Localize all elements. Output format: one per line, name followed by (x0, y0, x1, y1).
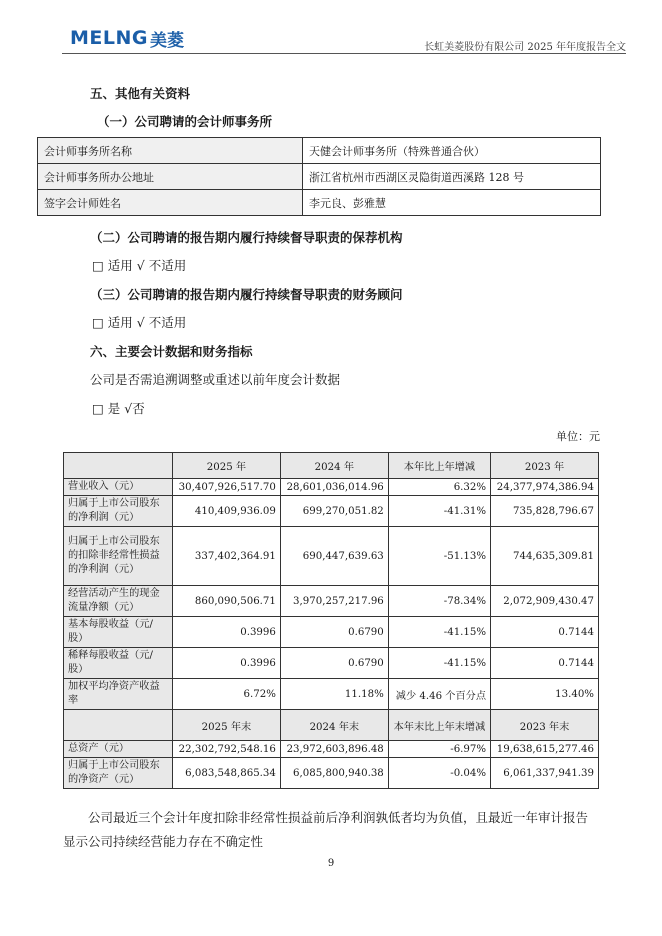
table-header-row (64, 453, 599, 479)
signing-accountant-label: 签字会计师姓名 (38, 190, 303, 216)
row-label: 经营活动产生的现金流量净额（元） (64, 586, 173, 617)
auditor-address-label: 会计师事务所办公地址 (38, 164, 303, 190)
going-concern-note: 公司最近三个会计年度扣除非经常性损益前后净利润孰低者均为负值，且最近一年审计报告显示公司持续经营能力存在不确定性 (63, 810, 589, 849)
section6-heading: 六、主要会计数据和财务指标 (90, 344, 253, 359)
row-label: 归属于上市公司股东的扣除非经常性损益的净利润（元） (64, 527, 173, 586)
cell-2024: 28,601,036,014.96 (280, 479, 388, 496)
restatement-answer: □ 是 √否 (92, 401, 145, 416)
cell-2023: 13.40% (491, 679, 599, 710)
cell-2023: 744,635,309.81 (491, 527, 599, 586)
cell-2025: 0.3996 (173, 648, 281, 679)
col-header-2024-end: 2024 年末 (280, 710, 388, 741)
header-blank (64, 710, 173, 741)
sponsor-option: □ 适用 √ 不适用 (92, 258, 187, 273)
table-row (64, 479, 599, 496)
cell-2024: 23,972,603,896.48 (280, 741, 388, 758)
cell-2025: 30,407,926,517.70 (173, 479, 281, 496)
cell-2024: 699,270,051.82 (280, 496, 388, 527)
logo-text: MELNG (70, 27, 148, 49)
col-header-2023-end: 2023 年末 (491, 710, 599, 741)
cell-2023: 2,072,909,430.47 (491, 586, 599, 617)
auditor-table (37, 137, 601, 216)
col-header-2025: 2025 年 (173, 453, 281, 479)
col-header-2025-end: 2025 年末 (173, 710, 281, 741)
sponsor-subheading: （二）公司聘请的报告期内履行持续督导职责的保荐机构 (90, 230, 403, 245)
row-label: 加权平均净资产收益率 (64, 679, 173, 710)
cell-2024: 0.6790 (280, 617, 388, 648)
report-title: 长虹美菱股份有限公司 2025 年年度报告全文 (424, 42, 626, 53)
auditor-name-value: 天健会计师事务所（特殊普通合伙） (303, 138, 601, 164)
auditor-address-value: 浙江省杭州市西湖区灵隐街道西溪路 128 号 (303, 164, 601, 190)
cell-2023: 19,638,615,277.46 (491, 741, 599, 758)
cell-2025: 860,090,506.71 (173, 586, 281, 617)
cell-change: 减少 4.46 个百分点 (388, 679, 490, 710)
table-row (64, 496, 599, 527)
unit-label: 单位：元 (556, 430, 600, 443)
cell-2025: 22,302,792,548.16 (173, 741, 281, 758)
section5-heading: 五、其他有关资料 (90, 86, 191, 101)
cell-2024: 690,447,639.63 (280, 527, 388, 586)
cell-2024: 0.6790 (280, 648, 388, 679)
header-blank (64, 453, 173, 479)
table-row (38, 190, 601, 216)
cell-2023: 735,828,796.67 (491, 496, 599, 527)
signing-accountant-value: 李元良、彭雅慧 (303, 190, 601, 216)
cell-2023: 24,377,974,386.94 (491, 479, 599, 496)
table-row (64, 586, 599, 617)
table-row (38, 164, 601, 190)
cell-2025: 410,409,936.09 (173, 496, 281, 527)
row-label: 总资产（元） (64, 741, 173, 758)
page-number: 9 (327, 858, 335, 869)
row-label: 归属于上市公司股东的净资产（元） (64, 758, 173, 789)
cell-change: -78.34% (388, 586, 490, 617)
table-row (64, 741, 599, 758)
cell-2025: 0.3996 (173, 617, 281, 648)
auditor-subheading: （一）公司聘请的会计师事务所 (97, 114, 273, 129)
col-header-change: 本年比上年增减 (388, 453, 490, 479)
advisor-subheading: （三）公司聘请的报告期内履行持续督导职责的财务顾问 (90, 287, 403, 302)
cell-change: -41.31% (388, 496, 490, 527)
company-logo (70, 27, 184, 49)
logo-cn: 美菱 (150, 30, 184, 51)
row-label: 基本每股收益（元/股） (64, 617, 173, 648)
cell-2025: 337,402,364.91 (173, 527, 281, 586)
auditor-name-label: 会计师事务所名称 (38, 138, 303, 164)
financial-table (63, 452, 599, 789)
row-label: 营业收入（元） (64, 479, 173, 496)
cell-change: -0.04% (388, 758, 490, 789)
row-label: 归属于上市公司股东的净利润（元） (64, 496, 173, 527)
table-row (64, 758, 599, 789)
cell-change: -41.15% (388, 617, 490, 648)
table-row (64, 527, 599, 586)
cell-2023: 6,061,337,941.39 (491, 758, 599, 789)
table-row (64, 617, 599, 648)
table-header-row (64, 710, 599, 741)
col-header-2024: 2024 年 (280, 453, 388, 479)
header-divider (62, 53, 626, 54)
col-header-change-end: 本年末比上年末增减 (388, 710, 490, 741)
cell-2023: 0.7144 (491, 617, 599, 648)
cell-2025: 6,083,548,865.34 (173, 758, 281, 789)
table-row (64, 648, 599, 679)
advisor-option: □ 适用 √ 不适用 (92, 315, 187, 330)
row-label: 稀释每股收益（元/股） (64, 648, 173, 679)
cell-2024: 6,085,800,940.38 (280, 758, 388, 789)
cell-change: -6.97% (388, 741, 490, 758)
cell-change: 6.32% (388, 479, 490, 496)
cell-change: -51.13% (388, 527, 490, 586)
cell-2023: 0.7144 (491, 648, 599, 679)
table-row (64, 679, 599, 710)
cell-2024: 11.18% (280, 679, 388, 710)
col-header-2023: 2023 年 (491, 453, 599, 479)
cell-2025: 6.72% (173, 679, 281, 710)
table-row (38, 138, 601, 164)
cell-2024: 3,970,257,217.96 (280, 586, 388, 617)
restatement-question: 公司是否需追溯调整或重述以前年度会计数据 (90, 372, 341, 387)
cell-change: -41.15% (388, 648, 490, 679)
